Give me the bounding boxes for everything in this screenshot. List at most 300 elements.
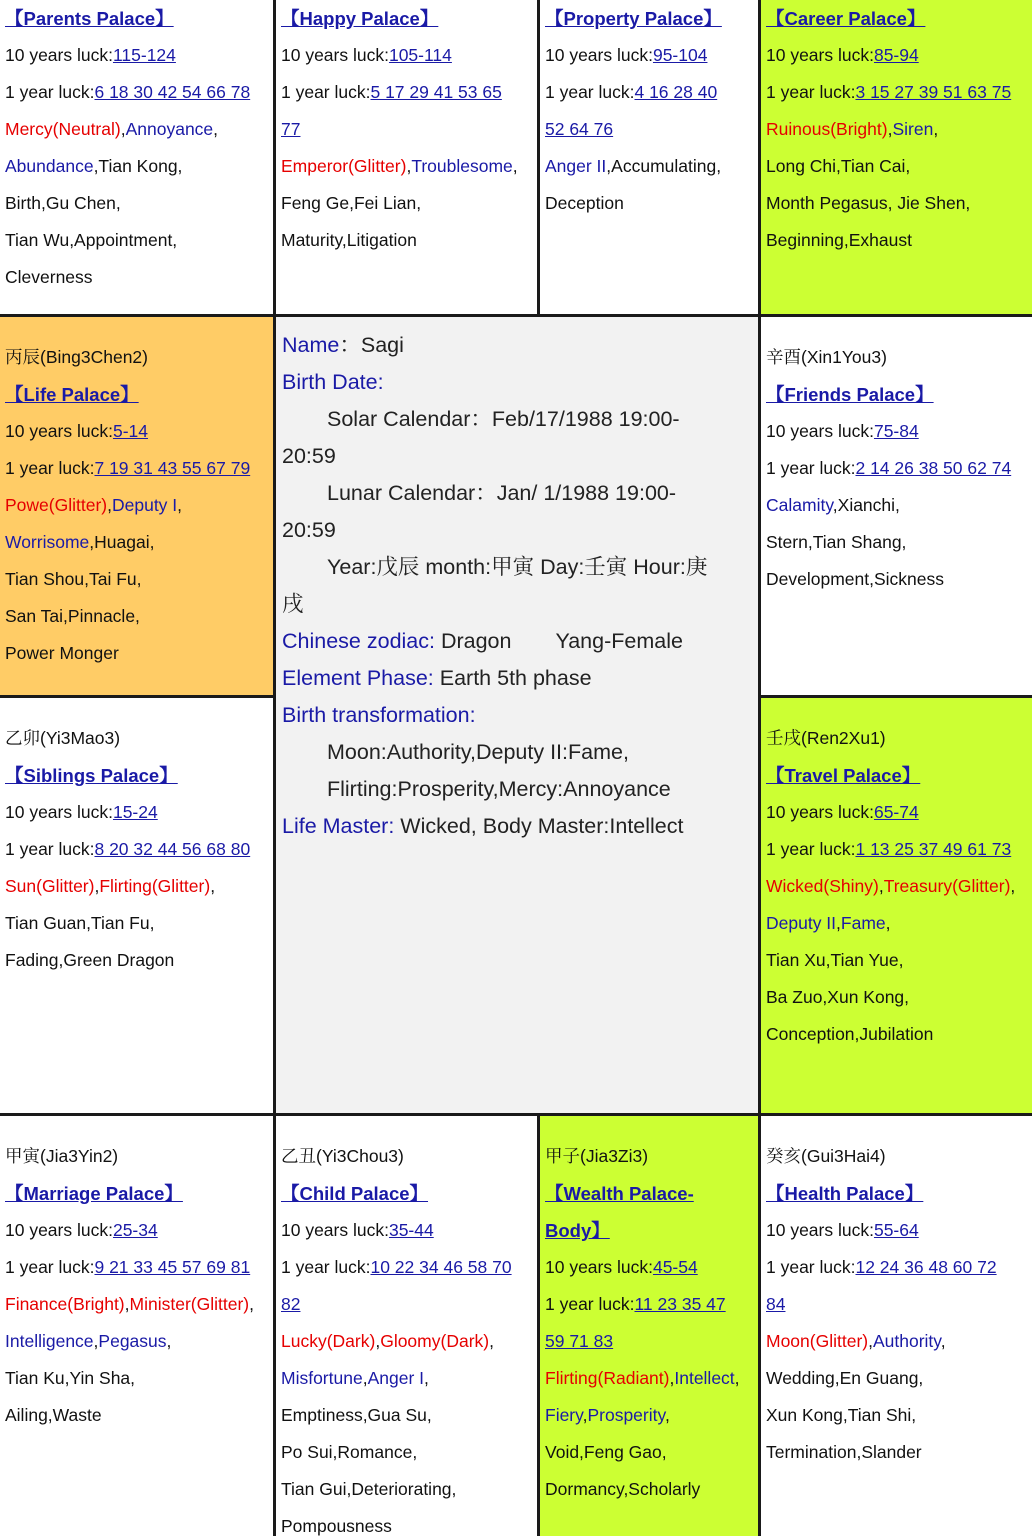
palace-title-row	[5, 376, 273, 413]
star-link[interactable]: Fiery	[545, 1405, 583, 1425]
star-link[interactable]: Anger II	[545, 156, 607, 176]
one-year-luck-row	[281, 1249, 537, 1286]
star-line	[5, 487, 273, 524]
star-line	[5, 868, 273, 905]
ten-year-luck-link[interactable]: 5-14	[112, 421, 148, 441]
ten-year-luck-label: 10 years luck:	[281, 45, 389, 65]
solar-calendar: Solar Calendar：Feb/17/1988 19:00-	[327, 407, 680, 431]
star-text: ,	[93, 1331, 99, 1351]
one-year-luck-label: 1 year luck:	[766, 839, 856, 859]
palace-ganzhi: 甲寅(Jia3Yin2)	[5, 1146, 119, 1166]
one-year-luck-label: 1 year luck:	[281, 82, 371, 102]
star-line	[766, 1360, 1032, 1397]
ten-year-luck-link[interactable]: 35-44	[388, 1220, 434, 1240]
ten-year-luck-row	[5, 37, 273, 74]
star-text: ,Xianchi,	[832, 495, 900, 515]
star-text: ,	[424, 1368, 429, 1388]
palace-title-link[interactable]: 【Marriage Palace】	[5, 1183, 183, 1204]
star-text: ,	[213, 119, 219, 139]
palace-title-row	[766, 757, 1032, 794]
ten-year-luck-link[interactable]: 65-74	[873, 802, 919, 822]
one-year-luck-row-2	[766, 1286, 1032, 1323]
star-text: Void,Feng Gao,	[545, 1442, 667, 1462]
one-year-luck-label: 1 year luck:	[5, 1257, 95, 1277]
star-text: ,Huagai,	[89, 532, 155, 552]
ten-year-luck-row	[766, 794, 1032, 831]
lunar-calendar: Lunar Calendar：Jan/ 1/1988 19:00-	[327, 481, 677, 505]
star-line	[766, 905, 1032, 942]
star-line	[281, 1360, 537, 1397]
star-text: Stern,Tian Shang,	[766, 532, 907, 552]
one-year-luck-link[interactable]: 9 21 33 45 57 69 81	[94, 1257, 251, 1277]
palace-title-row	[5, 1175, 273, 1212]
ten-year-luck-link[interactable]: 105-114	[388, 45, 452, 65]
palace-parents	[0, 0, 273, 314]
palace-ganzhi: 壬戌(Ren2Xu1)	[766, 728, 886, 748]
star-link[interactable]: Intelligence	[5, 1331, 94, 1351]
star-link[interactable]: Moon(Glitter)	[766, 1331, 869, 1351]
star-line	[5, 148, 273, 185]
palace-title-row	[766, 376, 1032, 413]
star-link[interactable]: Powe(Glitter)	[5, 495, 108, 515]
palace-health	[761, 1116, 1032, 1536]
star-text: Tian Ku,Yin Sha,	[5, 1368, 136, 1388]
one-year-luck-row	[766, 1249, 1032, 1286]
one-year-luck-label: 1 year luck:	[545, 1294, 635, 1314]
star-link[interactable]: Pegasus	[98, 1331, 167, 1351]
star-text: ,	[107, 495, 112, 515]
one-year-luck-link-2[interactable]: 77	[281, 119, 301, 139]
star-link[interactable]: Misfortune	[281, 1368, 363, 1388]
birth-date-label: Birth Date:	[282, 370, 384, 394]
star-text: Tian Guan,Tian Fu,	[5, 913, 155, 933]
star-line	[766, 1323, 1032, 1360]
palace-travel	[761, 698, 1032, 1113]
palace-title-link-2[interactable]: Body】	[545, 1220, 610, 1241]
one-year-luck-link[interactable]: 2 14 26 38 50 62 74	[855, 458, 1012, 478]
ten-year-luck-label: 10 years luck:	[5, 421, 113, 441]
star-line	[5, 635, 273, 672]
star-text: ,	[120, 119, 126, 139]
star-link[interactable]: Authority	[872, 1331, 941, 1351]
palace-ganzhi: 乙丑(Yi3Chou3)	[281, 1146, 404, 1166]
star-line	[766, 222, 1032, 259]
one-year-luck-label: 1 year luck:	[766, 458, 856, 478]
palace-top-gap	[5, 698, 273, 720]
ten-year-luck-label: 10 years luck:	[766, 802, 874, 822]
star-text: Emptiness,Gua Su,	[281, 1405, 432, 1425]
star-text: ,	[489, 1331, 494, 1351]
zodiac-value: Dragon	[434, 629, 512, 653]
star-text: Po Sui,Romance,	[281, 1442, 418, 1462]
star-text: ,Tian Kong,	[93, 156, 183, 176]
star-link[interactable]: Prosperity	[587, 1405, 665, 1425]
star-text: Wedding,En Guang,	[766, 1368, 924, 1388]
star-line	[545, 148, 758, 185]
palace-property	[540, 0, 758, 314]
star-text: ,	[887, 119, 893, 139]
star-link[interactable]: Abundance	[5, 156, 94, 176]
star-line	[5, 1360, 273, 1397]
star-text: ,	[582, 1405, 588, 1425]
one-year-luck-row	[545, 74, 758, 111]
star-line	[766, 561, 1032, 598]
ten-year-luck-row	[281, 1212, 537, 1249]
star-link[interactable]: Flirting(Glitter)	[99, 876, 211, 896]
palace-ganzhi: 癸亥(Gui3Hai4)	[766, 1146, 886, 1166]
star-text: Birth,Gu Chen,	[5, 193, 121, 213]
star-line	[5, 222, 273, 259]
palace-title-row	[5, 0, 273, 37]
one-year-luck-link-2[interactable]: 52 64 76	[545, 119, 614, 139]
ten-year-luck-link[interactable]: 85-94	[873, 45, 919, 65]
ten-year-luck-label: 10 years luck:	[5, 45, 113, 65]
ten-year-luck-row	[766, 1212, 1032, 1249]
star-text: Xun Kong,Tian Shi,	[766, 1405, 917, 1425]
star-link[interactable]: Annoyance	[125, 119, 214, 139]
palace-title-row	[281, 0, 537, 37]
zodiac-label: Chinese zodiac:	[282, 629, 435, 653]
palace-wealth	[540, 1116, 758, 1536]
star-link[interactable]: Gloomy(Dark)	[380, 1331, 490, 1351]
palace-happy	[276, 0, 537, 314]
gender-value: Yang-Female	[555, 629, 683, 653]
star-text: ,	[734, 1368, 740, 1388]
ten-year-luck-label: 10 years luck:	[281, 1220, 389, 1240]
star-text: Ba Zuo,Xun Kong,	[766, 987, 910, 1007]
one-year-luck-label: 1 year luck:	[5, 839, 95, 859]
palace-top-gap	[281, 1116, 537, 1138]
star-link[interactable]: Siren	[892, 119, 934, 139]
star-line	[281, 222, 537, 259]
star-text: Cleverness	[5, 267, 93, 287]
palace-top-gap	[766, 698, 1032, 720]
palace-ganzhi: 乙卯(Yi3Mao3)	[5, 728, 121, 748]
star-link[interactable]: Calamity	[766, 495, 833, 515]
one-year-luck-row	[5, 1249, 273, 1286]
star-text: Ailing,Waste	[5, 1405, 102, 1425]
ten-year-luck-label: 10 years luck:	[545, 45, 653, 65]
one-year-luck-row	[281, 74, 537, 111]
ten-year-luck-link[interactable]: 55-64	[873, 1220, 919, 1240]
star-link[interactable]: Minister(Glitter)	[129, 1294, 250, 1314]
star-text: ,	[940, 1331, 946, 1351]
one-year-luck-row-2	[281, 111, 537, 148]
star-link[interactable]: Worrisome	[5, 532, 90, 552]
birth-info-panel	[276, 317, 758, 1113]
star-line	[766, 111, 1032, 148]
palace-title-row	[766, 1175, 1032, 1212]
star-link[interactable]: Sun(Glitter)	[5, 876, 95, 896]
one-year-luck-row-2	[281, 1286, 537, 1323]
star-text: ,	[177, 495, 183, 515]
star-link[interactable]: Finance(Bright)	[5, 1294, 125, 1314]
one-year-luck-link[interactable]: 6 18 30 42 54 66 78	[94, 82, 251, 102]
star-text: Tian Shou,Tai Fu,	[5, 569, 142, 589]
element-value: Earth 5th phase	[433, 666, 592, 690]
star-text: ,	[166, 1331, 172, 1351]
ten-year-luck-link[interactable]: 115-124	[112, 45, 176, 65]
star-text: Conception,Jubilation	[766, 1024, 934, 1044]
star-text: ,	[362, 1368, 368, 1388]
palace-title-link[interactable]: 【Life Palace】	[5, 384, 139, 405]
palace-title-row	[5, 757, 273, 794]
one-year-luck-link-2[interactable]: 82	[281, 1294, 301, 1314]
ten-year-luck-row	[545, 37, 758, 74]
one-year-luck-row	[766, 831, 1032, 868]
solar-calendar-cont: 20:59	[282, 444, 336, 468]
star-text: ,	[124, 1294, 130, 1314]
star-text: ,	[94, 876, 100, 896]
star-line	[545, 1434, 758, 1471]
star-text: Fading,Green Dragon	[5, 950, 175, 970]
star-line	[5, 905, 273, 942]
one-year-luck-link[interactable]: 12 24 36 48 60 72	[855, 1257, 997, 1277]
star-text: ,	[836, 913, 841, 933]
four-pillars: Year:戊辰 month:甲寅 Day:壬寅 Hour:庚	[327, 555, 708, 579]
palace-top-gap	[766, 1116, 1032, 1138]
star-text: Power Monger	[5, 643, 119, 663]
star-line	[766, 868, 1032, 905]
one-year-luck-label: 1 year luck:	[5, 458, 95, 478]
palace-top-gap	[766, 317, 1032, 339]
star-text: Maturity,Litigation	[281, 230, 417, 250]
star-text: ,Accumulating,	[606, 156, 722, 176]
ten-year-luck-link[interactable]: 25-34	[112, 1220, 158, 1240]
master-value: Wicked, Body Master:Intellect	[394, 814, 684, 838]
one-year-luck-row	[5, 74, 273, 111]
star-text: ,	[878, 876, 884, 896]
one-year-luck-label: 1 year luck:	[545, 82, 635, 102]
star-link[interactable]: Ruinous(Bright)	[766, 119, 888, 139]
palace-top-gap	[545, 1116, 758, 1138]
star-text: Development,Sickness	[766, 569, 944, 589]
star-link[interactable]: Mercy(Neutral)	[5, 119, 121, 139]
one-year-luck-row	[766, 74, 1032, 111]
one-year-luck-row	[5, 831, 273, 868]
star-line	[5, 598, 273, 635]
palace-title-link[interactable]: 【Wealth Palace-	[545, 1183, 694, 1204]
star-line	[5, 942, 273, 979]
name-label: Name	[282, 333, 340, 357]
ten-year-luck-label: 10 years luck:	[766, 45, 874, 65]
one-year-luck-link[interactable]: 4 16 28 40	[634, 82, 718, 102]
ten-year-luck-row	[5, 794, 273, 831]
star-line	[281, 1434, 537, 1471]
transform-label: Birth transformation:	[282, 703, 476, 727]
star-line	[281, 1323, 537, 1360]
star-line	[5, 185, 273, 222]
palace-title-row-2	[545, 1212, 758, 1249]
star-line	[5, 524, 273, 561]
palace-top-gap	[5, 317, 273, 339]
star-link[interactable]: Troublesome	[411, 156, 513, 176]
star-link[interactable]: Deputy I	[111, 495, 178, 515]
name-value: Sagi	[360, 333, 404, 357]
star-link[interactable]: Flirting(Radiant)	[545, 1368, 670, 1388]
ten-year-luck-row	[281, 37, 537, 74]
star-line	[281, 1397, 537, 1434]
star-text: ,	[406, 156, 412, 176]
palace-ganzhi: 辛酉(Xin1You3)	[766, 347, 887, 367]
name-separator: ：	[339, 333, 361, 357]
star-line	[766, 1434, 1032, 1471]
one-year-luck-link-2[interactable]: 84	[766, 1294, 786, 1314]
star-text: Tian Xu,Tian Yue,	[766, 950, 904, 970]
palace-title-link[interactable]: 【Siblings Palace】	[5, 765, 178, 786]
star-line	[281, 1471, 537, 1508]
star-link[interactable]: Treasury(Glitter)	[883, 876, 1011, 896]
ten-year-luck-row	[766, 413, 1032, 450]
transform-line-2: Flirting:Prosperity,Mercy:Annoyance	[327, 777, 671, 801]
star-link[interactable]: Deputy II	[766, 913, 837, 933]
one-year-luck-link[interactable]: 10 22 34 46 58 70	[370, 1257, 512, 1277]
palace-title-link[interactable]: 【Travel Palace】	[766, 765, 921, 786]
star-line	[281, 1508, 537, 1536]
star-line	[281, 148, 537, 185]
ten-year-luck-link[interactable]: 45-54	[652, 1257, 698, 1277]
palace-title-link[interactable]: 【Friends Palace】	[766, 384, 934, 405]
star-line	[766, 1397, 1032, 1434]
star-line	[281, 185, 537, 222]
one-year-luck-link[interactable]: 11 23 35 47	[634, 1294, 726, 1314]
palace-ganzhi: 丙辰(Bing3Chen2)	[5, 347, 148, 367]
star-text: ,	[375, 1331, 381, 1351]
star-text: ,	[210, 876, 216, 896]
palace-title-row	[545, 1175, 758, 1212]
ten-year-luck-label: 10 years luck:	[766, 421, 874, 441]
ten-year-luck-label: 10 years luck:	[545, 1257, 653, 1277]
one-year-luck-label: 1 year luck:	[766, 82, 856, 102]
four-pillars-cont: 戌	[282, 592, 304, 616]
star-line	[5, 1286, 273, 1323]
element-label: Element Phase:	[282, 666, 434, 690]
palace-title-row	[281, 1175, 537, 1212]
palace-title-link[interactable]: 【Career Palace】	[766, 8, 926, 29]
ten-year-luck-row	[5, 413, 273, 450]
star-line	[766, 185, 1032, 222]
star-line	[5, 1323, 273, 1360]
palace-siblings	[0, 698, 273, 1113]
one-year-luck-row-2	[545, 1323, 758, 1360]
star-text: Long Chi,Tian Cai,	[766, 156, 911, 176]
palace-life	[0, 317, 273, 695]
star-line	[766, 1016, 1032, 1053]
one-year-luck-row-2	[545, 111, 758, 148]
lunar-calendar-cont: 20:59	[282, 518, 336, 542]
star-text: San Tai,Pinnacle,	[5, 606, 140, 626]
one-year-luck-row	[766, 450, 1032, 487]
palace-title-link[interactable]: 【Parents Palace】	[5, 8, 174, 29]
ten-year-luck-link[interactable]: 75-84	[873, 421, 919, 441]
palace-friends	[761, 317, 1032, 695]
star-line	[545, 1397, 758, 1434]
transform-line-1: Moon:Authority,Deputy II:Fame,	[327, 740, 629, 764]
star-line	[766, 148, 1032, 185]
star-line	[5, 1397, 273, 1434]
star-line	[545, 1471, 758, 1508]
star-link[interactable]: Anger I	[367, 1368, 425, 1388]
palace-title-link[interactable]: 【Health Palace】	[766, 1183, 924, 1204]
one-year-luck-link[interactable]: 3 15 27 39 51 63 75	[855, 82, 1012, 102]
one-year-luck-label: 1 year luck:	[281, 1257, 371, 1277]
star-link[interactable]: Lucky(Dark)	[281, 1331, 376, 1351]
star-line	[766, 942, 1032, 979]
star-line	[766, 487, 1032, 524]
palace-marriage	[0, 1116, 273, 1536]
one-year-luck-row	[5, 450, 273, 487]
star-text: Month Pegasus, Jie Shen,	[766, 193, 971, 213]
star-text: ,	[664, 1405, 670, 1425]
star-line	[545, 1360, 758, 1397]
palace-ganzhi: 甲子(Jia3Zi3)	[545, 1146, 649, 1166]
ten-year-luck-row	[766, 37, 1032, 74]
palace-title-row	[766, 0, 1032, 37]
star-text: Tian Wu,Appointment,	[5, 230, 178, 250]
star-line	[5, 561, 273, 598]
palace-title-link[interactable]: 【Property Palace】	[545, 8, 722, 29]
element-row	[282, 660, 752, 697]
star-text: ,	[249, 1294, 254, 1314]
star-line	[545, 185, 758, 222]
star-text: Dormancy,Scholarly	[545, 1479, 701, 1499]
ten-year-luck-link[interactable]: 15-24	[112, 802, 158, 822]
star-link[interactable]: Intellect	[674, 1368, 735, 1388]
name-row	[282, 327, 752, 364]
star-line	[5, 259, 273, 296]
ten-year-luck-label: 10 years luck:	[766, 1220, 874, 1240]
ten-year-luck-row	[545, 1249, 758, 1286]
one-year-luck-row	[545, 1286, 758, 1323]
palace-title-link[interactable]: 【Happy Palace】	[281, 8, 439, 29]
star-link[interactable]: Fame	[840, 913, 886, 933]
star-text: ,	[1010, 876, 1016, 896]
star-link[interactable]: Emperor(Glitter)	[281, 156, 407, 176]
ten-year-luck-label: 10 years luck:	[5, 802, 113, 822]
star-text: Tian Gui,Deteriorating,	[281, 1479, 457, 1499]
one-year-luck-link-2[interactable]: 59 71 83	[545, 1331, 614, 1351]
zodiac-row	[282, 623, 752, 660]
master-label: Life Master:	[282, 814, 395, 838]
one-year-luck-link[interactable]: 5 17 29 41 53 65	[370, 82, 502, 102]
star-text: ,	[512, 156, 518, 176]
star-text: Pompousness	[281, 1516, 392, 1536]
ten-year-luck-link[interactable]: 95-104	[652, 45, 708, 65]
palace-career	[761, 0, 1032, 314]
one-year-luck-label: 1 year luck:	[766, 1257, 856, 1277]
star-text: Feng Ge,Fei Lian,	[281, 193, 422, 213]
one-year-luck-link[interactable]: 8 20 32 44 56 68 80	[94, 839, 251, 859]
master-row	[282, 808, 752, 845]
star-line	[766, 979, 1032, 1016]
star-text: Termination,Slander	[766, 1442, 922, 1462]
palace-top-gap	[5, 1116, 273, 1138]
star-line	[766, 524, 1032, 561]
star-text: ,	[885, 913, 891, 933]
star-text: ,	[669, 1368, 675, 1388]
star-text: Deception	[545, 193, 624, 213]
star-text: Beginning,Exhaust	[766, 230, 912, 250]
one-year-luck-link[interactable]: 7 19 31 43 55 67 79	[94, 458, 251, 478]
ten-year-luck-label: 10 years luck:	[5, 1220, 113, 1240]
star-text: ,	[868, 1331, 873, 1351]
palace-title-link[interactable]: 【Child Palace】	[281, 1183, 429, 1204]
one-year-luck-link[interactable]: 1 13 25 37 49 61 73	[855, 839, 1012, 859]
ten-year-luck-row	[5, 1212, 273, 1249]
star-link[interactable]: Wicked(Shiny)	[766, 876, 879, 896]
palace-child	[276, 1116, 537, 1536]
star-text: ,	[933, 119, 939, 139]
